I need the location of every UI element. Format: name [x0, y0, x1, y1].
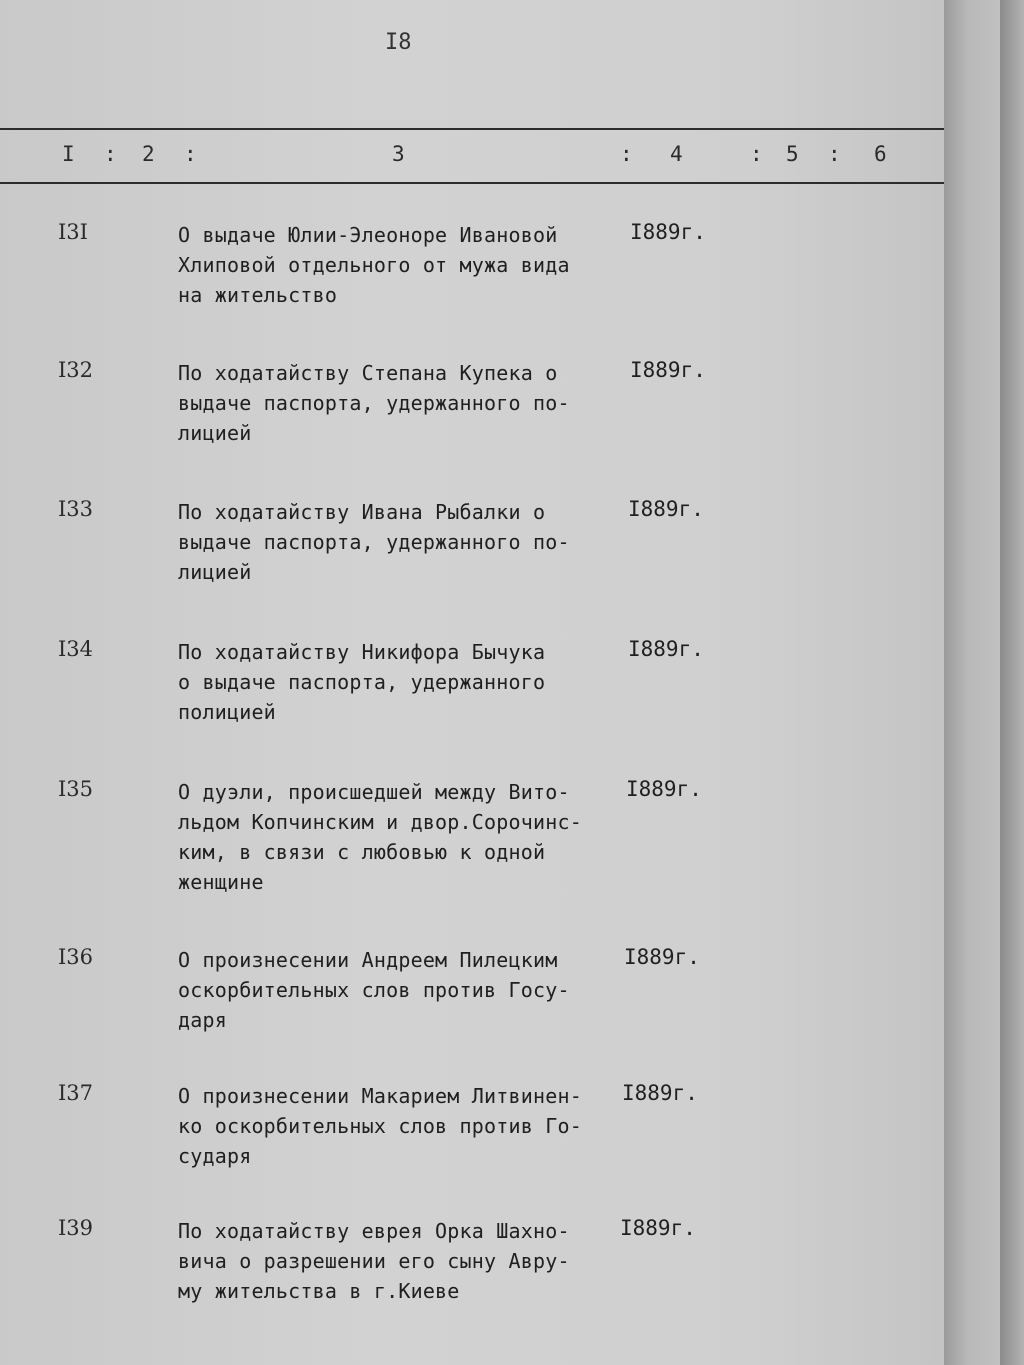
entry-line: женщине — [178, 870, 264, 894]
entry-line: О произнесении Андреем Пилецким — [178, 948, 558, 972]
entry-line: о выдаче паспорта, удержанного — [178, 670, 546, 694]
page-number: I8 — [385, 30, 412, 55]
entry-description — [178, 1216, 618, 1306]
entry-line: По ходатайству Степана Купека о — [178, 361, 558, 385]
entry-date: I889г. — [622, 1081, 698, 1105]
underlying-page-edge — [1000, 0, 1024, 1365]
entry-number: I32 — [58, 358, 94, 382]
header-col-2: 2 — [142, 142, 155, 166]
header-rule-top — [0, 128, 944, 130]
entry-description — [178, 1081, 618, 1171]
entry-line: му жительства в г.Киеве — [178, 1279, 460, 1303]
entry-line: даря — [178, 1008, 227, 1032]
header-separator: : — [750, 142, 763, 166]
header-col-3: 3 — [392, 142, 405, 166]
header-col-4: 4 — [670, 142, 683, 166]
entry-line: выдаче паспорта, удержанного по- — [178, 530, 570, 554]
entry-number: I35 — [58, 777, 94, 801]
entry-line: ко оскорбительных слов против Го- — [178, 1114, 582, 1138]
entry-line: вича о разрешении его сыну Авру- — [178, 1249, 570, 1273]
entry-line: полицией — [178, 700, 276, 724]
entry-line: По ходатайству Никифора Бычука — [178, 640, 546, 664]
entry-description — [178, 637, 618, 727]
entry-line: По ходатайству Ивана Рыбалки о — [178, 500, 546, 524]
entry-line: выдаче паспорта, удержанного по- — [178, 391, 570, 415]
entry-description — [178, 358, 618, 448]
entry-number: I39 — [58, 1216, 94, 1240]
entry-date: I889г. — [620, 1216, 696, 1240]
entry-line: лицией — [178, 560, 252, 584]
entry-number: I3I — [58, 220, 88, 244]
header-separator: : — [620, 142, 633, 166]
entry-line: Хлиповой отдельного от мужа вида — [178, 253, 570, 277]
entry-line: лицией — [178, 421, 252, 445]
entry-line: сударя — [178, 1144, 252, 1168]
entry-line: О дуэли, происшедшей между Вито- — [178, 780, 570, 804]
entry-date: I889г. — [630, 358, 706, 382]
entry-date: I889г. — [626, 777, 702, 801]
entry-date: I889г. — [628, 497, 704, 521]
entry-line: ким, в связи с любовью к одной — [178, 840, 546, 864]
entry-description — [178, 945, 618, 1035]
header-col-5: 5 — [786, 142, 799, 166]
entry-number: I34 — [58, 637, 94, 661]
entry-number: I36 — [58, 945, 94, 969]
header-separator: : — [104, 142, 117, 166]
entry-line: оскорбительных слов против Госу- — [178, 978, 570, 1002]
entry-line: льдом Копчинским и двор.Сорочинс- — [178, 810, 582, 834]
entry-number: I33 — [58, 497, 94, 521]
entry-line: на жительство — [178, 283, 338, 307]
header-separator: : — [828, 142, 841, 166]
header-separator: : — [184, 142, 197, 166]
entry-line: По ходатайству еврея Орка Шахно- — [178, 1219, 570, 1243]
entry-description — [178, 497, 618, 587]
entry-description — [178, 777, 618, 897]
entry-line: О выдаче Юлии-Элеоноре Ивановой — [178, 223, 558, 247]
header-col-6: 6 — [874, 142, 887, 166]
entry-date: I889г. — [624, 945, 700, 969]
entry-date: I889г. — [630, 220, 706, 244]
entry-number: I37 — [58, 1081, 94, 1105]
entry-line: О произнесении Макарием Литвинен- — [178, 1084, 582, 1108]
header-col-1: I — [62, 142, 75, 166]
entry-description — [178, 220, 618, 310]
entry-date: I889г. — [628, 637, 704, 661]
header-rule-bottom — [0, 182, 944, 184]
